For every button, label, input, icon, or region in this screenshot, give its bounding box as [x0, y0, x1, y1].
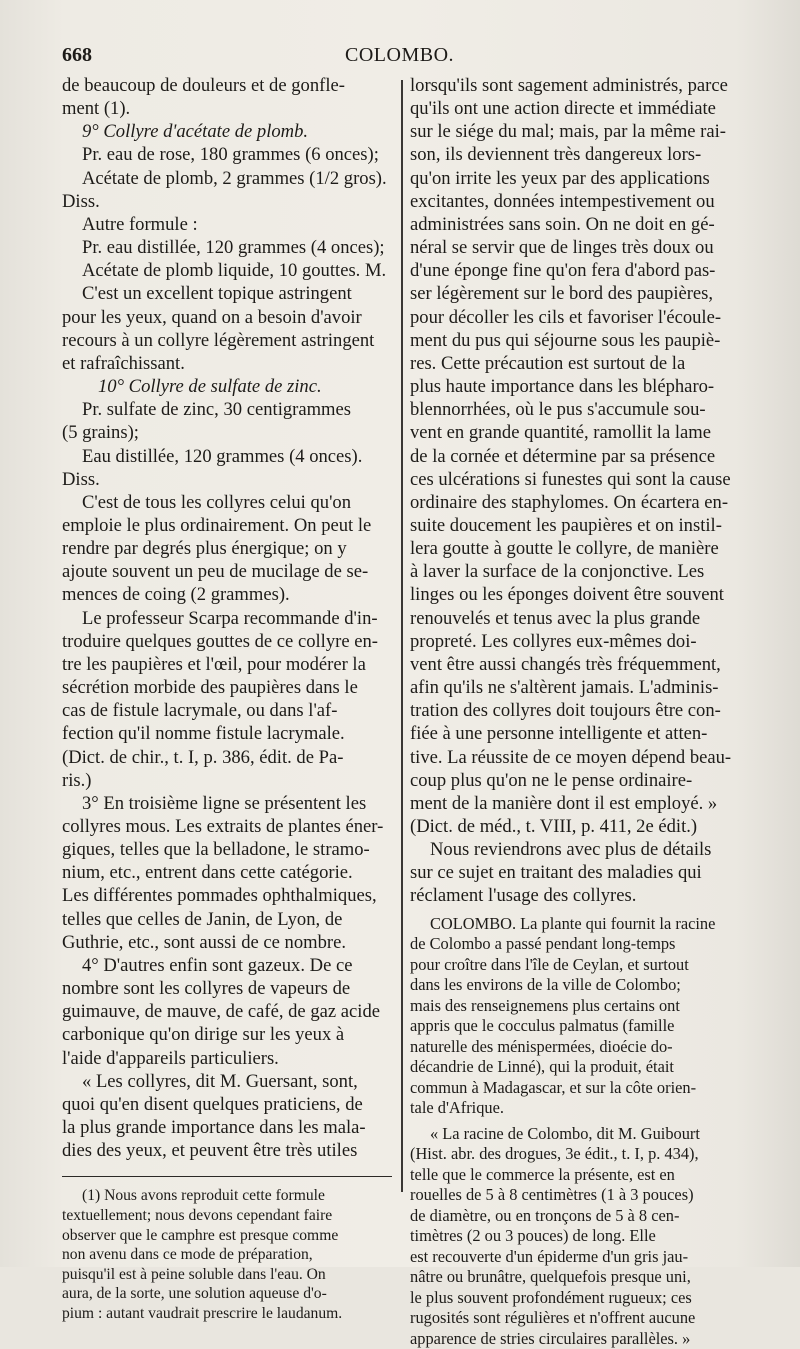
colombo-entry [410, 914, 745, 1349]
text-line: 3° En troisième ligne se présentent les [82, 792, 367, 814]
entry-line: telle que le commerce la présente, est en [410, 1164, 675, 1184]
text-line: vent être aussi changés très fréquemment, [410, 653, 721, 675]
text-line: plus haute importance dans les blépharo- [410, 376, 715, 398]
entry-line: commun à Madagascar, et sur la côte orien- [410, 1077, 697, 1097]
text-line: administrées sans soin. On ne doit en gé- [410, 213, 715, 235]
text-line: pour les yeux, quand on a besoin d'avoir [62, 306, 362, 328]
text-line: tration des collyres doit toujours être con- [410, 700, 721, 722]
text-line: Acétate de plomb, 2 grammes (1/2 gros). [82, 167, 387, 189]
text-line: Pr. eau de rose, 180 grammes (6 onces); [82, 144, 379, 166]
text-line: (Dict. de méd., t. VIII, p. 411, 2e édit.) [410, 816, 698, 837]
text-line: lera goutte à goutte le collyre, de manière [410, 538, 719, 560]
page-header [62, 44, 786, 74]
text-line: à laver la surface de la conjonctive. Les [410, 561, 705, 583]
footnote-line: non avenu dans ce mode de préparation, [62, 1246, 313, 1264]
footnote-line: textuellement; nous devons cependant faire [62, 1206, 333, 1224]
text-line: coup plus qu'on ne le pense ordinaire- [410, 769, 693, 791]
text-line: d'une éponge fine qu'on fera d'abord pas- [410, 260, 716, 282]
text-line: afin qu'ils ne s'altèrent jamais. L'adminis- [410, 677, 719, 699]
footnote-line: aura, de la sorte, une solution aqueuse d'o- [62, 1285, 327, 1303]
text-line: réclament l'usage des collyres. [410, 885, 637, 907]
text-line: Les différentes pommades ophthalmiques, [62, 885, 377, 907]
text-line: « Les collyres, dit M. Guersant, sont, [82, 1070, 358, 1092]
footnote-rule [62, 1176, 392, 1177]
entry-line: pour croître dans l'île de Ceylan, et surtout [410, 954, 689, 974]
text-line: qu'on irrite les yeux par des applications [410, 167, 710, 189]
text-line: C'est de tous les collyres celui qu'on [82, 491, 352, 513]
text-line: mences de coing (2 grammes). [62, 584, 290, 606]
entry-line: COLOMBO. La plante qui fournit la racine [430, 913, 716, 933]
text-line: de la cornée et détermine par sa présence [410, 445, 716, 467]
text-line: Diss. [62, 190, 100, 212]
entry-line: (Hist. abr. des drogues, 3e édit., t. I, p. 434), [410, 1144, 699, 1164]
text-line: dies des yeux, et peuvent être très utiles [62, 1140, 358, 1162]
text-line: Pr. eau distillée, 120 grammes (4 onces); [82, 237, 385, 259]
text-line: suite doucement les paupières et on instil- [410, 514, 722, 536]
entry-line: naturelle des ménispermées, dioécie do- [410, 1036, 673, 1056]
entry-line: rugosités sont régulières et n'offrent aucune [410, 1308, 696, 1328]
text-line: guimauve, de mauve, de café, de gaz acide [62, 1001, 380, 1023]
text-line: recours à un collyre légèrement astringent [62, 329, 375, 351]
text-line: linges ou les éponges doivent être souvent [410, 584, 724, 606]
left-column [62, 74, 392, 1322]
text-line: giques, telles que la belladone, le stramo- [62, 839, 370, 861]
text-line: son, ils deviennent très dangereux lors- [410, 144, 702, 166]
text-line: quoi qu'en disent quelques praticiens, de [62, 1093, 363, 1115]
text-line: néral se servir que de linges très doux ou [410, 237, 714, 259]
text-line: collyres mous. Les extraits de plantes éner- [62, 816, 384, 837]
text-line: renouvelés et tenus avec la plus grande [410, 607, 701, 629]
text-line: Autre formule : [82, 213, 198, 235]
text-line: propreté. Les collyres eux-mêmes doi- [410, 630, 697, 652]
text-line: ser légèrement sur le bord des paupières, [410, 283, 714, 305]
text-line: ment (1). [62, 98, 131, 120]
entry-line: « La racine de Colombo, dit M. Guibourt [430, 1123, 700, 1143]
text-line: C'est un excellent topique astringent [82, 283, 352, 305]
entry-line: est recouverte d'un épiderme d'un gris jau- [410, 1246, 689, 1266]
text-line: pour décoller les cils et favoriser l'écoule- [410, 306, 722, 328]
text-line: vent en grande quantité, ramollit la lame [410, 422, 712, 444]
text-line: res. Cette précaution est surtout de la [410, 352, 686, 374]
page-number: 668 [62, 44, 92, 66]
text-line: lorsqu'ils sont sagement administrés, parce [410, 75, 728, 96]
text-line: 4° D'autres enfin sont gazeux. De ce [82, 954, 353, 976]
text-line: (Dict. de chir., t. I, p. 386, édit. de Pa- [62, 746, 344, 768]
entry-line: dans les environs de la ville de Colombo; [410, 975, 681, 995]
text-line: tre les paupières et l'œil, pour modérer la [62, 653, 366, 675]
column-divider [401, 80, 403, 1192]
text-line: ris.) [62, 769, 92, 791]
text-line: Guthrie, etc., sont aussi de ce nombre. [62, 931, 346, 953]
text-line: Pr. sulfate de zinc, 30 centigrammes [82, 399, 352, 421]
entry-line: décandrie de Linné), qui la produit, était [410, 1057, 674, 1077]
entry-line: timètres (2 ou 3 pouces) de long. Elle [410, 1226, 656, 1246]
entry-line: appris que le cocculus palmatus (famille [410, 1016, 675, 1036]
entry-line: de diamètre, ou en tronçons de 5 à 8 cen- [410, 1205, 680, 1225]
text-line: telles que celles de Janin, de Lyon, de [62, 908, 343, 930]
text-line: blennorrhées, où le pus s'accumule sou- [410, 399, 706, 421]
text-line: la plus grande importance dans les mala- [62, 1117, 366, 1139]
text-line: sur le siége du mal; mais, par la même rai- [410, 121, 726, 143]
section-heading: 10° Collyre de sulfate de zinc. [98, 376, 322, 398]
footnote-line: observer que le camphre est presque comme [62, 1226, 339, 1244]
footnote-line: pium : autant vaudrait prescrire le laudanum. [62, 1304, 343, 1322]
text-line: excitantes, données intempestivement ou [410, 190, 715, 212]
text-line: fiée à une personne intelligente et atten- [410, 723, 708, 745]
text-line: ment du pus qui séjourne sous les paupiè- [410, 329, 721, 351]
text-line: nium, etc., entrent dans cette catégorie. [62, 862, 353, 884]
right-column [410, 74, 745, 1348]
text-line: et rafraîchissant. [62, 352, 185, 374]
footnote-line: (1) Nous avons reproduit cette formule [82, 1187, 325, 1205]
text-line: (5 grains); [62, 422, 139, 444]
text-line: nombre sont les collyres de vapeurs de [62, 978, 351, 1000]
text-line: rendre par degrés plus énergique; on y [62, 538, 347, 560]
text-line: emploie le plus ordinairement. On peut le [62, 514, 372, 536]
text-line: ajoute souvent un peu de mucilage de se- [62, 561, 369, 583]
text-line: tive. La réussite de ce moyen dépend beau- [410, 746, 732, 768]
text-line: Nous reviendrons avec plus de détails [430, 839, 712, 861]
text-line: ces ulcérations si funestes qui sont la cause [410, 468, 731, 490]
text-line: Diss. [62, 468, 100, 490]
entry-line: nâtre ou brunâtre, quelquefois presque uni, [410, 1267, 691, 1287]
text-line: troduire quelques gouttes de ce collyre en- [62, 630, 378, 652]
footnote-line: puisqu'il est à peine soluble dans l'eau. On [62, 1265, 326, 1283]
running-title: COLOMBO. [345, 44, 455, 66]
text-line: qu'ils ont une action directe et immédiate [410, 98, 716, 120]
entry-line: rouelles de 5 à 8 centimètres (1 à 3 pouces) [410, 1185, 694, 1205]
text-line: sur ce sujet en traitant des maladies qui [410, 862, 702, 884]
entry-line: apparence de stries circulaires parallèles. » [410, 1328, 691, 1348]
text-line: Acétate de plomb liquide, 10 gouttes. M. [82, 260, 387, 282]
entry-line: de Colombo a passé pendant long-temps [410, 934, 676, 954]
text-line: ordinaire des staphylomes. On écartera en- [410, 491, 729, 513]
text-line: sécrétion morbide des paupières dans le [62, 677, 358, 699]
text-line: cas de fistule lacrymale, ou dans l'af- [62, 700, 338, 722]
entry-line: le plus souvent profondément rugueux; ces [410, 1287, 692, 1307]
text-line: Eau distillée, 120 grammes (4 onces). [82, 445, 363, 467]
text-line: Le professeur Scarpa recommande d'in- [82, 607, 378, 629]
text-line: l'aide d'appareils particuliers. [62, 1047, 279, 1069]
text-line: de beaucoup de douleurs et de gonfle- [62, 75, 345, 96]
entry-line: tale d'Afrique. [410, 1098, 504, 1118]
entry-line: mais des renseignemens plus certains ont [410, 995, 680, 1015]
text-line: carbonique qu'on dirige sur les yeux à [62, 1024, 345, 1046]
section-heading: 9° Collyre d'acétate de plomb. [82, 121, 309, 143]
text-line: ment de la manière dont il est employé. » [410, 792, 718, 814]
text-line: fection qu'il nomme fistule lacrymale. [62, 723, 345, 745]
footnote [62, 1186, 392, 1323]
